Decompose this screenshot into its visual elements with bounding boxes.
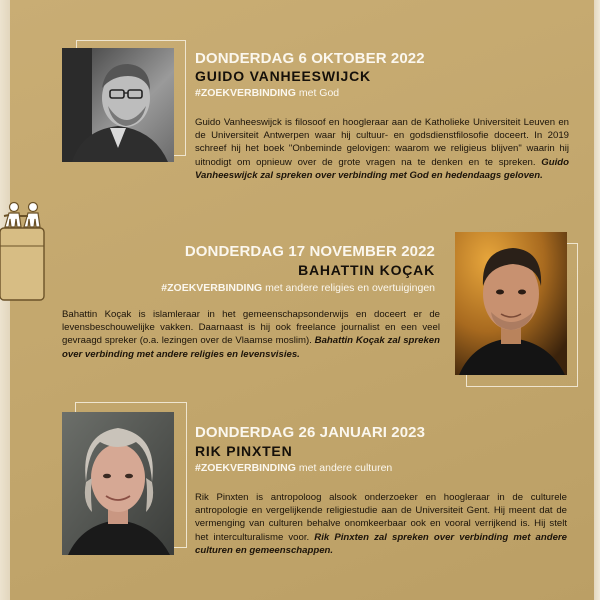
event-theme-2 bbox=[161, 282, 435, 294]
theme-text-2: met andere religies en overtuigingen bbox=[262, 282, 435, 294]
bio-highlight-1: Guido Vanheeswijck zal spreken over verbinding met God en hedendaags geloven. bbox=[195, 156, 569, 181]
hashtag-1: #ZOEKVERBINDING bbox=[195, 87, 296, 99]
event-theme-1 bbox=[195, 87, 339, 99]
right-page-edge bbox=[594, 0, 600, 600]
bio-highlight-2: Bahattin Koçak zal spreken over verbinding met andere religies en levensvisies. bbox=[62, 335, 440, 360]
event-date-3: DONDERDAG 26 JANUARI 2023 bbox=[195, 424, 426, 441]
hashtag-2: #ZOEKVERBINDING bbox=[161, 282, 263, 294]
bio-text-1: Guido Vanheeswijck is filosoof en hoogleraar aan de Katholieke Universiteit Leuven en de Universiteit Antwerpen waar hij cultuur- en godsdienstfilosofie doceert. In 2019 schreef hij het boek "Onbeminde gelovigen: waarom we religieus blijven" waarin hij uitnodigt om opnieuw over de grote vragen na te denken en te spreken. bbox=[195, 117, 569, 168]
speaker-photo-bahattin bbox=[455, 232, 567, 375]
event-theme-3 bbox=[195, 462, 392, 474]
speaker-photo-rik bbox=[62, 412, 174, 555]
speaker-bio-2 bbox=[62, 308, 440, 361]
speaker-bio-3 bbox=[195, 491, 567, 557]
speaker-name-2: BAHATTIN KOÇAK bbox=[298, 262, 435, 278]
event-date-2: DONDERDAG 17 NOVEMBER 2022 bbox=[184, 243, 435, 260]
hashtag-3: #ZOEKVERBINDING bbox=[195, 462, 296, 474]
speaker-name-3: RIK PINXTEN bbox=[195, 443, 293, 459]
bio-text-3: Rik Pinxten is antropoloog alsook onderzoeker en hoogleraar in de culturele antropologie en vergelijkende religiestudie aan de Universiteit Gent. Hij meent dat de vermenging van culturen behalve onomkeerbaar ook en vooral verrijkend is. Hij stelt het interculturalisme voor. bbox=[195, 492, 567, 543]
people-logo-icon bbox=[0, 198, 50, 304]
event-date-1: DONDERDAG 6 OKTOBER 2022 bbox=[195, 50, 425, 67]
speaker-name-1: GUIDO VANHEESWIJCK bbox=[195, 68, 371, 84]
theme-text-3: met andere culturen bbox=[295, 462, 393, 474]
theme-text-1: met God bbox=[295, 87, 340, 99]
bio-text-2: Bahattin Koçak is islamleraar in het gemeenschapsonderwijs en doceert er de levensbeschouwelijke vakken. Daarnaast is hij ook freelance journalist en een veel gevraagd spreker (o.a. lezingen over de Vlaamse moslim). bbox=[62, 309, 440, 347]
bio-highlight-3: Rik Pinxten zal spreken over verbinding met andere culturen en gemeenschappen. bbox=[195, 531, 568, 556]
speaker-bio-1 bbox=[195, 116, 569, 182]
speaker-photo-guido bbox=[62, 48, 174, 162]
